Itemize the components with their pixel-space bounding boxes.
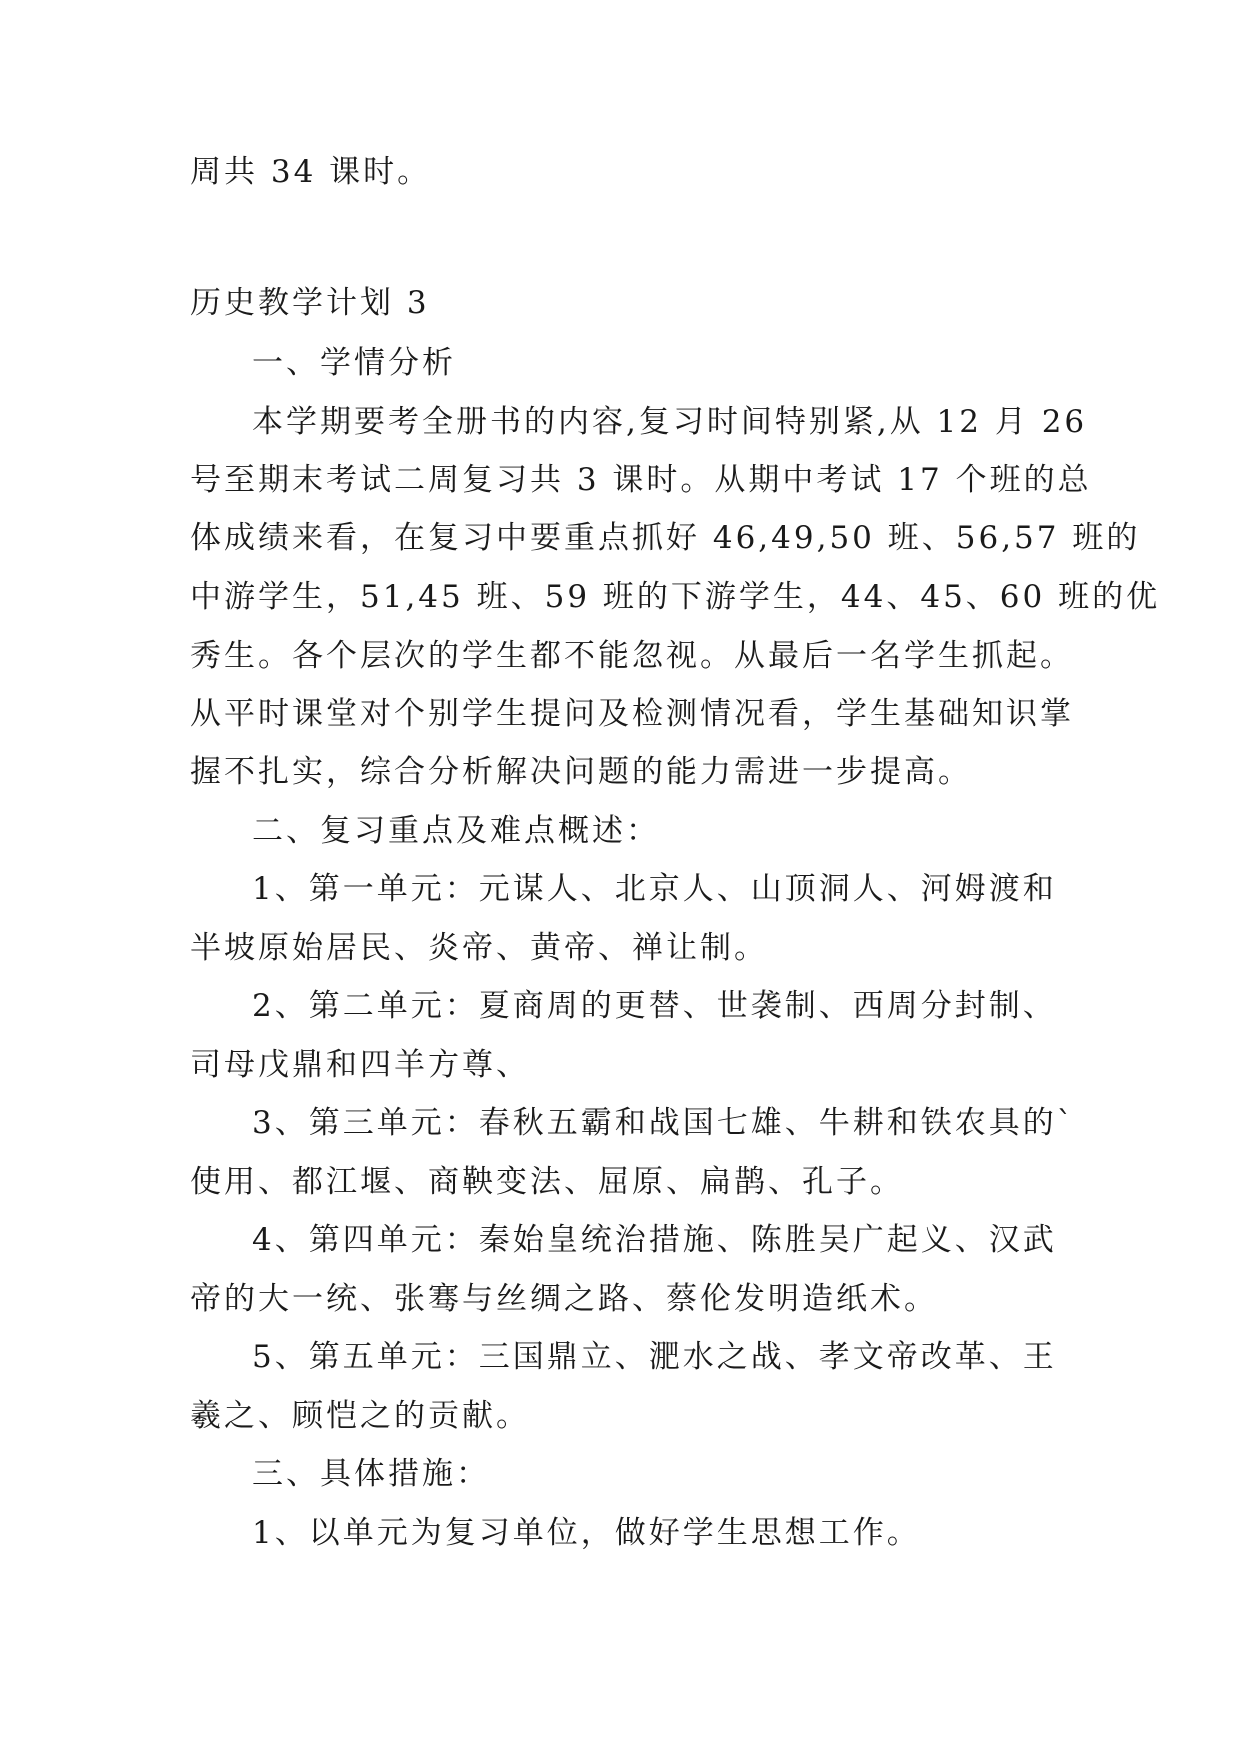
heading-line: 一、学情分析 bbox=[252, 345, 456, 381]
text-line: 3、第三单元：春秋五霸和战国七雄、牛耕和铁农具的` bbox=[252, 1105, 1076, 1141]
text-line: 5、第五单元：三国鼎立、淝水之战、孝文帝改革、王 bbox=[252, 1339, 1057, 1375]
text-line: 周共 34 课时。 bbox=[190, 154, 432, 190]
text-line: 体成绩来看，在复习中要重点抓好 46,49,50 班、56,57 班的 bbox=[190, 520, 1141, 556]
text-line: 使用、都江堰、商鞅变法、屈原、扁鹊、孔子。 bbox=[190, 1164, 904, 1200]
text-line: 号至期末考试二周复习共 3 课时。从期中考试 17 个班的总 bbox=[190, 462, 1092, 498]
text-line: 1、以单元为复习单位，做好学生思想工作。 bbox=[252, 1515, 921, 1551]
text-line: 秀生。各个层次的学生都不能忽视。从最后一名学生抓起。 bbox=[190, 638, 1074, 674]
section-title: 历史教学计划 3 bbox=[190, 285, 430, 321]
text-line: 司母戊鼎和四羊方尊、 bbox=[190, 1047, 530, 1083]
text-line: 本学期要考全册书的内容,复习时间特别紧,从 12 月 26 bbox=[252, 404, 1088, 440]
heading-line: 三、具体措施： bbox=[252, 1456, 490, 1492]
text-line: 中游学生，51,45 班、59 班的下游学生，44、45、60 班的优 bbox=[190, 579, 1161, 615]
text-line: 半坡原始居民、炎帝、黄帝、禅让制。 bbox=[190, 930, 768, 966]
text-line: 4、第四单元：秦始皇统治措施、陈胜吴广起义、汉武 bbox=[252, 1222, 1057, 1258]
text-line: 2、第二单元：夏商周的更替、世袭制、西周分封制、 bbox=[252, 988, 1057, 1024]
text-line: 帝的大一统、张骞与丝绸之路、蔡伦发明造纸术。 bbox=[190, 1281, 938, 1317]
text-line: 从平时课堂对个别学生提问及检测情况看，学生基础知识掌 bbox=[190, 696, 1074, 732]
text-line: 1、第一单元：元谋人、北京人、山顶洞人、河姆渡和 bbox=[252, 871, 1057, 907]
text-line: 羲之、顾恺之的贡献。 bbox=[190, 1398, 530, 1434]
text-line: 握不扎实，综合分析解决问题的能力需进一步提高。 bbox=[190, 754, 972, 790]
heading-line: 二、复习重点及难点概述： bbox=[252, 813, 660, 849]
